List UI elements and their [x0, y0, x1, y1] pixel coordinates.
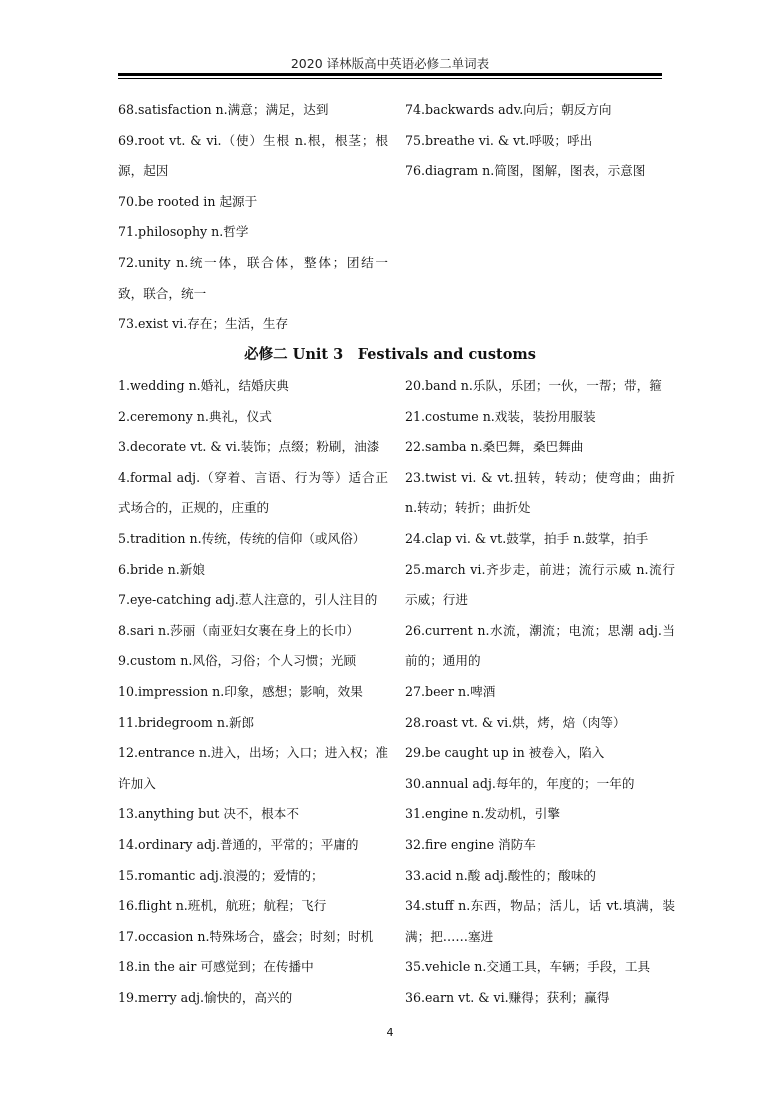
vocab-entry: 22.samba n.桑巴舞，桑巴舞曲	[405, 439, 584, 455]
vocab-entry: 7.eye-catching adj.惹人注意的，引人注目的	[118, 592, 378, 608]
vocab-entry: 18.in the air 可感觉到；在传播中	[118, 959, 314, 975]
section1-left-column	[118, 95, 388, 340]
vocab-entry: 31.engine n.发动机，引擎	[405, 806, 560, 822]
header-rule-thick	[118, 73, 662, 76]
vocab-entry: 8.sari n.莎丽（南亚妇女裹在身上的长巾）	[118, 622, 360, 638]
vocab-entry: 28.roast vt. & vi.烘，烤，焙（肉等）	[405, 714, 626, 730]
vocab-entry: 19.merry adj.愉快的，高兴的	[118, 989, 293, 1005]
unit-title: 必修二 Unit 3 Festivals and customs	[244, 346, 536, 363]
vocab-entry: 30.annual adj.每年的，年度的；一年的	[405, 775, 635, 791]
vocab-entry: 10.impression n.印象，感想；影响，效果	[118, 683, 363, 699]
vocab-entry: 13.anything but 决不，根本不	[118, 806, 299, 822]
section1-right-column	[405, 95, 675, 187]
section2-left-column	[118, 371, 388, 1013]
vocab-entry: 69.root vt. & vi.（使）生根 n.根，根茎；根源，起因	[118, 132, 388, 179]
vocab-entry: 9.custom n.风俗，习俗；个人习惯；光顾	[118, 653, 357, 669]
page-header: 2020 译林版高中英语必修二单词表	[290, 56, 490, 71]
vocab-entry: 34.stuff n.东西，物品；活儿，话 vt.填满，装满；把……塞进	[405, 898, 675, 944]
vocab-entry: 1.wedding n.婚礼，结婚庆典	[118, 378, 289, 393]
vocab-entry: 32.fire engine 消防车	[405, 836, 536, 852]
vocab-entry: 75.breathe vi. & vt.呼吸；呼出	[405, 132, 593, 148]
vocab-entry: 29.be caught up in 被卷入，陷入	[405, 745, 605, 761]
vocab-entry: 26.current n.水流，潮流；电流；思潮 adj.当前的；通用的	[405, 622, 675, 669]
vocab-entry: 73.exist vi.存在；生活，生存	[118, 316, 289, 332]
vocab-entry: 24.clap vi. & vt.鼓掌，拍手 n.鼓掌，拍手	[405, 530, 649, 546]
vocab-entry: 11.bridegroom n.新郎	[118, 714, 255, 730]
vocab-entry: 70.be rooted in 起源于	[118, 193, 258, 209]
vocab-entry: 76.diagram n.简图，图解，图表，示意图	[405, 163, 646, 179]
vocab-entry: 20.band n.乐队，乐团；一伙，一帮；带，箍	[405, 378, 662, 393]
vocab-entry: 36.earn vt. & vi.赚得；获利；赢得	[405, 989, 610, 1005]
header-rule-thin	[118, 78, 662, 79]
vocab-entry: 33.acid n.酸 adj.酸性的；酸味的	[405, 867, 597, 883]
vocab-entry: 17.occasion n.特殊场合，盛会；时刻；时机	[118, 928, 374, 944]
vocab-entry: 27.beer n.啤酒	[405, 683, 496, 699]
vocab-entry: 6.bride n.新娘	[118, 561, 205, 577]
vocab-entry: 21.costume n.戏装，装扮用服装	[405, 408, 596, 424]
page-number: 4	[386, 1026, 394, 1039]
vocab-entry: 25.march vi.齐步走，前进；流行示威 n.流行示威；行进	[405, 561, 675, 608]
vocab-entry: 5.tradition n.传统，传统的信仰（或风俗）	[118, 530, 366, 546]
vocab-entry: 4.formal adj.（穿着、言语、行为等）适合正式场合的，正规的，庄重的	[118, 469, 388, 516]
vocab-entry: 3.decorate vt. & vi.装饰；点缀；粉刷，油漆	[118, 439, 380, 455]
vocab-entry: 71.philosophy n.哲学	[118, 224, 249, 240]
vocab-entry: 68.satisfaction n.满意；满足，达到	[118, 102, 329, 117]
section2-right-column	[405, 371, 675, 1013]
vocab-entry: 14.ordinary adj.普通的，平常的；平庸的	[118, 836, 359, 852]
vocab-entry: 23.twist vi. & vt.扭转，转动；使弯曲；曲折 n.转动；转折；曲折处	[405, 469, 675, 516]
vocab-entry: 72.unity n.统一体，联合体，整体；团结一致，联合，统一	[118, 254, 388, 301]
vocab-entry: 15.romantic adj.浪漫的；爱情的；	[118, 867, 324, 883]
vocab-entry: 12.entrance n.进入，出场；入口；进入权；准许加入	[118, 745, 388, 791]
vocab-entry: 16.flight n.班机，航班；航程；飞行	[118, 898, 327, 914]
vocab-entry: 35.vehicle n.交通工具，车辆；手段，工具	[405, 959, 651, 975]
vocab-entry: 74.backwards adv.向后；朝反方向	[405, 102, 612, 117]
vocab-entry: 2.ceremony n.典礼，仪式	[118, 408, 272, 424]
